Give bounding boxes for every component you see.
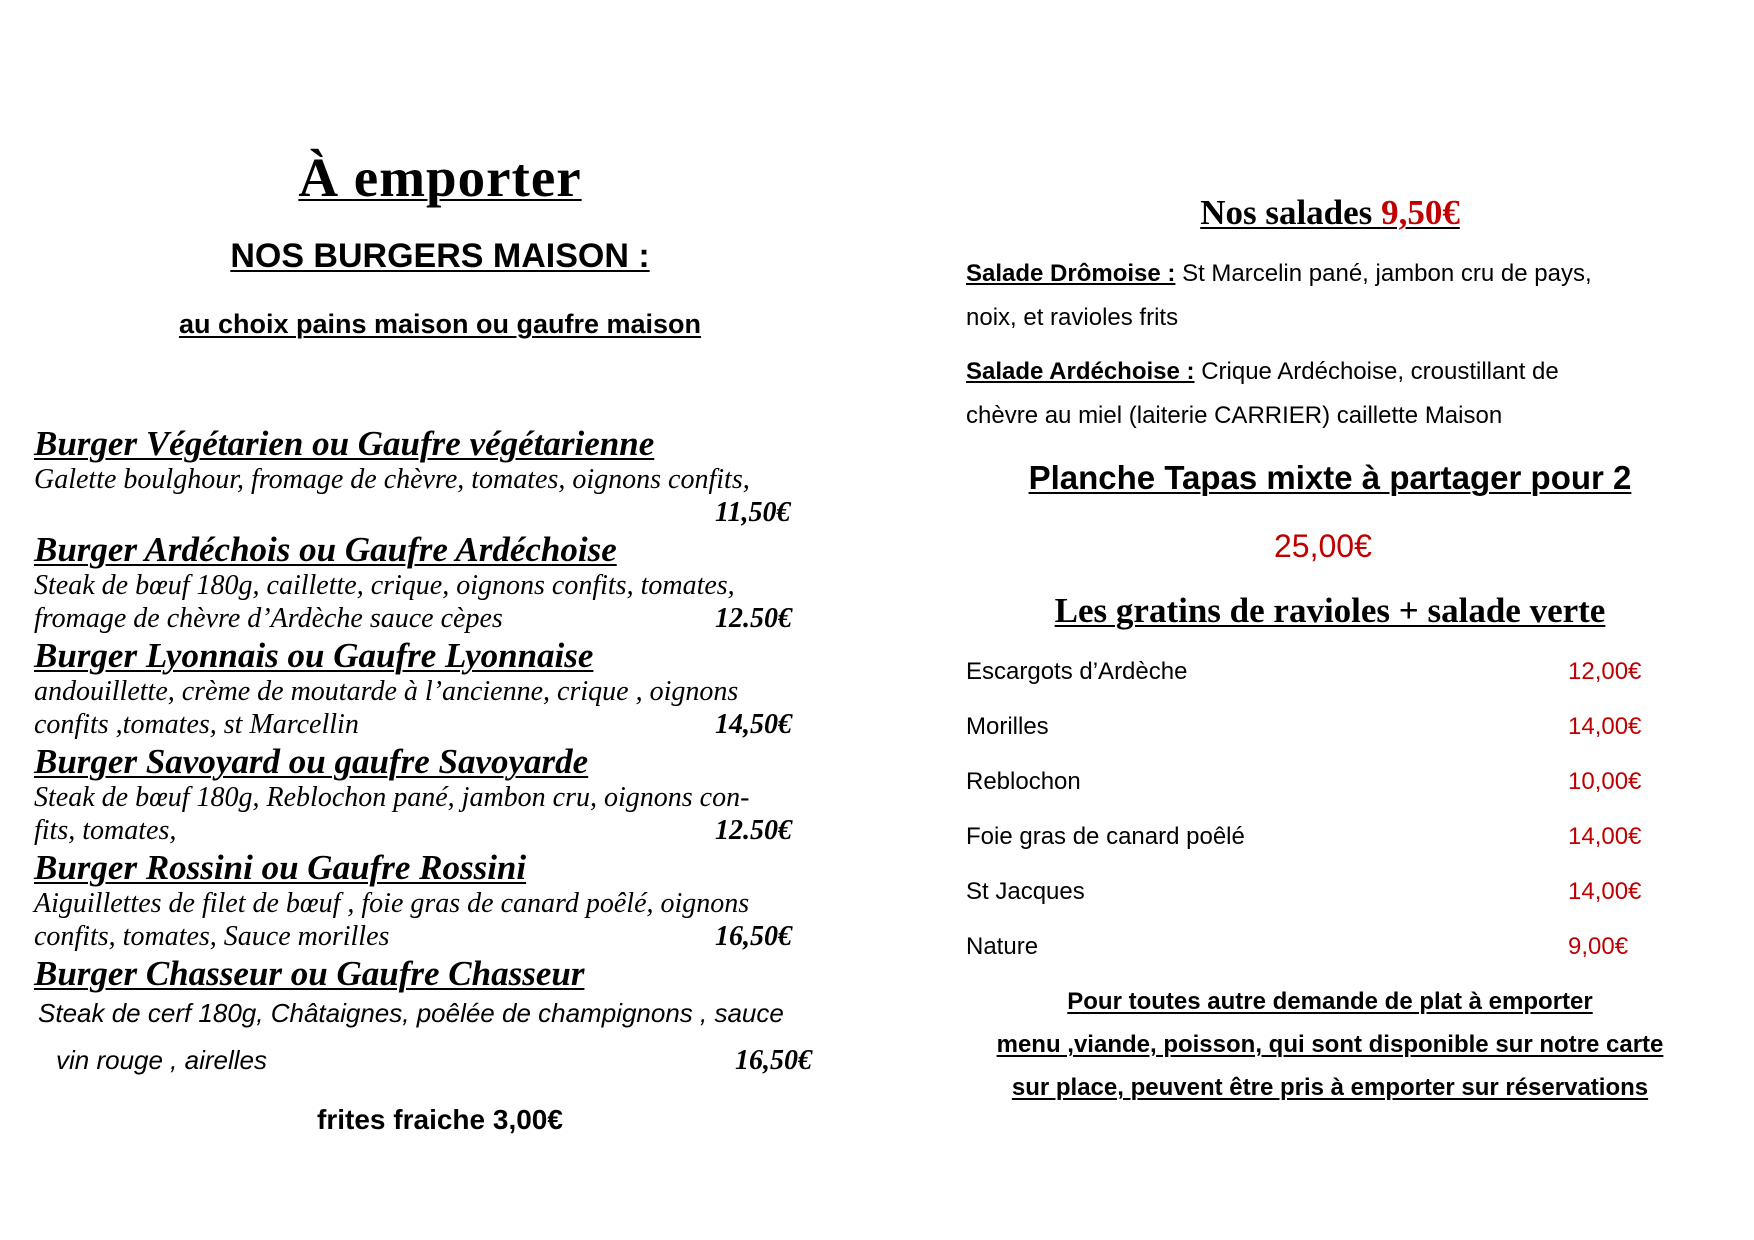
burger-name: Burger Rossini ou Gaufre Rossini bbox=[34, 848, 527, 887]
burger-description: Aiguillettes de filet de bœuf , foie gras de canard poêlé, oignons bbox=[34, 888, 750, 919]
gratin-price: 10,00€ bbox=[1568, 768, 1642, 795]
gratin-price: 14,00€ bbox=[1568, 823, 1642, 850]
gratin-name: Foie gras de canard poêlé bbox=[966, 823, 1245, 850]
gratin-row bbox=[966, 823, 1666, 853]
gratin-row bbox=[966, 768, 1666, 798]
gratin-row bbox=[966, 713, 1666, 743]
burger-description: confits ,tomates, st Marcellin bbox=[34, 709, 359, 740]
gratin-row bbox=[966, 933, 1666, 963]
burger-description: fits, tomates, bbox=[34, 815, 177, 846]
gratin-price: 14,00€ bbox=[1568, 713, 1642, 740]
burger-description: andouillette, crème de moutarde à l’ancienne, crique , oignons bbox=[34, 676, 739, 707]
burger-name: Burger Végétarien ou Gaufre végétarienne bbox=[34, 424, 655, 463]
burger-description: Steak de bœuf 180g, Reblochon pané, jambon cru, oignons con- bbox=[34, 782, 750, 813]
fries-item: frites fraiche 3,00€ bbox=[317, 1104, 563, 1135]
gratins-heading: Les gratins de ravioles + salade verte bbox=[1054, 591, 1606, 630]
burger-price: 12.50€ bbox=[715, 815, 792, 846]
takeaway-note: Pour toutes autre demande de plat à emporter menu ,viande, poisson, qui sont disponible sur notre carte sur place, peuvent être pris à emporter sur réservations bbox=[996, 988, 1664, 1101]
burger-name: Burger Chasseur ou Gaufre Chasseur bbox=[34, 954, 585, 993]
page-title: À emporter bbox=[298, 147, 582, 208]
burger-description: vin rouge , airelles bbox=[56, 1045, 267, 1075]
gratin-price: 9,00€ bbox=[1568, 933, 1629, 960]
gratin-row bbox=[966, 658, 1666, 688]
gratin-name: Nature bbox=[966, 933, 1039, 960]
gratin-name: Escargots d’Ardèche bbox=[966, 658, 1188, 685]
tapas-heading: Planche Tapas mixte à partager pour 2 bbox=[1028, 459, 1632, 496]
tapas-price: 25,00€ bbox=[1274, 528, 1372, 564]
burger-description: confits, tomates, Sauce morilles bbox=[34, 921, 390, 952]
burger-name: Burger Ardéchois ou Gaufre Ardéchoise bbox=[34, 530, 617, 569]
gratin-row bbox=[966, 878, 1666, 908]
burger-name: Burger Lyonnais ou Gaufre Lyonnaise bbox=[34, 636, 594, 675]
burger-price: 16,50€ bbox=[715, 921, 792, 952]
salads-heading: Nos salades 9,50€ bbox=[1200, 193, 1460, 232]
bread-choice-note: au choix pains maison ou gaufre maison bbox=[178, 309, 702, 339]
salad-item: Salade Ardéchoise : Crique Ardéchoise, croustillant de chèvre au miel (laiterie CARRIER) caillette Maison bbox=[966, 358, 1559, 429]
burger-price: 12.50€ bbox=[715, 603, 792, 634]
burger-description: Galette boulghour, fromage de chèvre, tomates, oignons confits, bbox=[34, 464, 750, 495]
gratin-price: 14,00€ bbox=[1568, 878, 1642, 905]
gratin-name: St Jacques bbox=[966, 878, 1085, 905]
gratin-price: 12,00€ bbox=[1568, 658, 1642, 685]
burger-name: Burger Savoyard ou gaufre Savoyarde bbox=[34, 742, 589, 781]
burger-price: 16,50€ bbox=[735, 1045, 812, 1076]
salad-item: Salade Drômoise : St Marcelin pané, jambon cru de pays, noix, et ravioles frits bbox=[966, 260, 1592, 331]
gratin-name: Reblochon bbox=[966, 768, 1081, 795]
burger-description: Steak de cerf 180g, Châtaignes, poêlée de champignons , sauce bbox=[38, 998, 784, 1028]
burgers-heading: NOS BURGERS MAISON : bbox=[230, 237, 650, 275]
gratin-name: Morilles bbox=[966, 713, 1049, 740]
burger-description: Steak de bœuf 180g, caillette, crique, oignons confits, tomates, bbox=[34, 570, 735, 601]
burger-price: 14,50€ bbox=[715, 709, 792, 740]
burger-price: 11,50€ bbox=[715, 497, 791, 528]
burger-description: fromage de chèvre d’Ardèche sauce cèpes bbox=[34, 603, 503, 634]
